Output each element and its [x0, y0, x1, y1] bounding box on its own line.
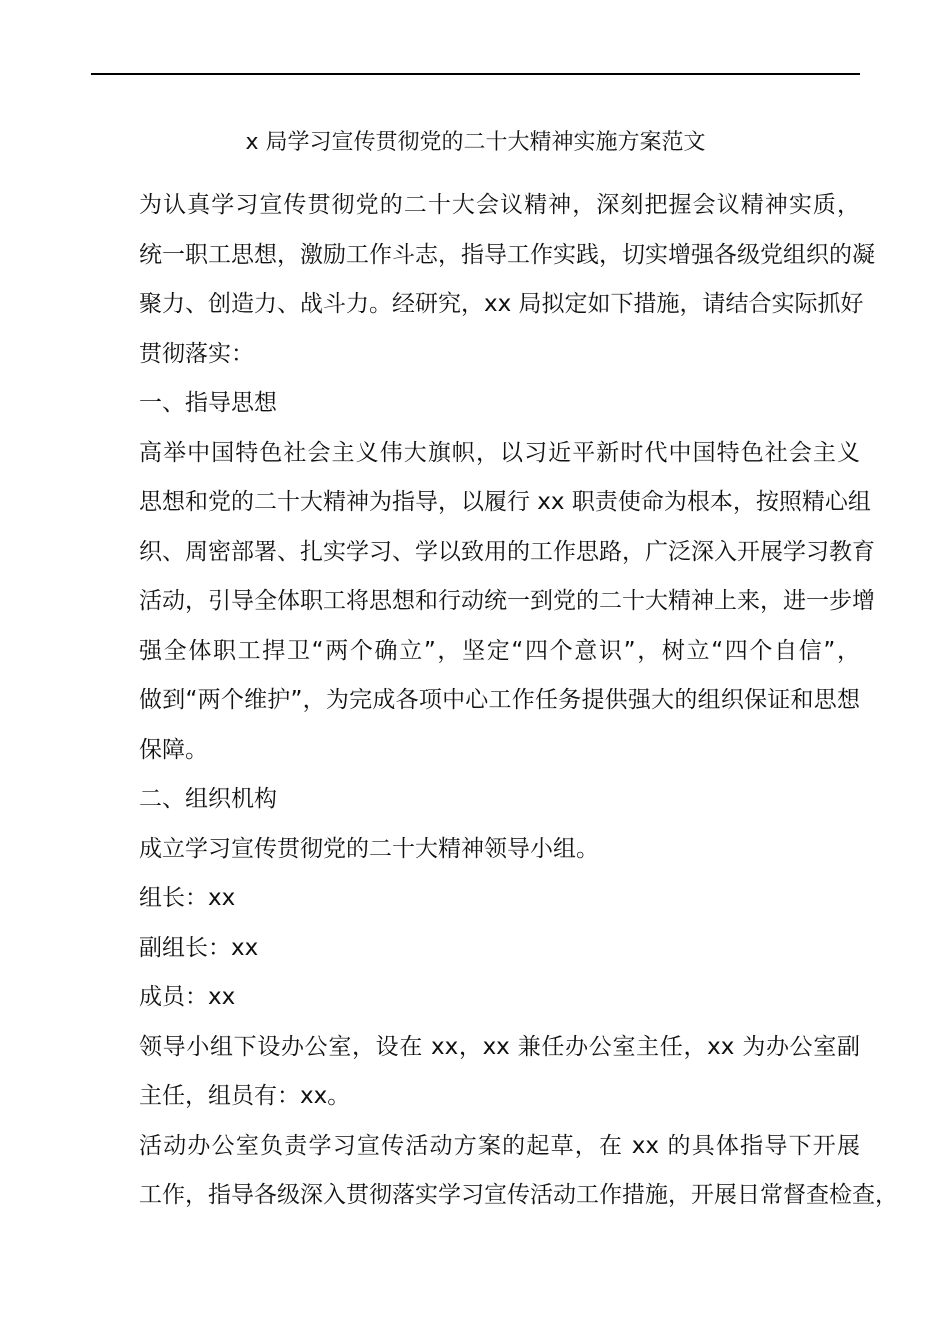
text-line: 副组长：xx [139, 934, 259, 961]
document-title: x 局学习宣传贯彻党的二十大精神实施方案范文 [245, 130, 706, 155]
document-body [91, 181, 898, 1221]
paragraph-group-leader [91, 874, 860, 924]
header-rule [91, 73, 860, 75]
text-line: 保障。 [139, 736, 208, 763]
text-line: 组长：xx [139, 885, 236, 911]
section-heading-guiding-ideology [91, 379, 860, 429]
paragraph-office [91, 1023, 860, 1122]
text-line: 二、组织机构 [139, 786, 277, 812]
text-line: 领导小组下设办公室，设在 xx，xx 兼任办公室主任，xx 为办公室副 [139, 1033, 860, 1060]
text-line: 活动办公室负责学习宣传活动方案的起草，在 xx 的具体指导下开展 [139, 1132, 860, 1159]
text-line: 为认真学习宣传贯彻党的二十大会议精神，深刻把握会议精神实质， [139, 192, 860, 218]
text-line: 成立学习宣传贯彻党的二十大精神领导小组。 [139, 835, 599, 862]
paragraph-members [91, 973, 860, 1023]
text-line: 工作，指导各级深入贯彻落实学习宣传活动工作措施，开展日常督查检查， [139, 1182, 898, 1208]
text-line: 贯彻落实： [139, 340, 254, 367]
paragraph-guiding-ideology [91, 429, 875, 776]
paragraph-leading-group [91, 825, 860, 875]
text-line: 做到“两个维护”，为完成各项中心工作任务提供强大的组织保证和思想 [139, 687, 860, 713]
paragraph-intro [91, 181, 875, 379]
paragraph-office-duties [91, 1122, 898, 1221]
text-line: 高举中国特色社会主义伟大旗帜，以习近平新时代中国特色社会主义 [139, 439, 860, 466]
text-line: 一、指导思想 [139, 390, 277, 416]
text-line: 统一职工思想，激励工作斗志，指导工作实践，切实增强各级党组织的凝 [139, 241, 875, 268]
text-line: 活动，引导全体职工将思想和行动统一到党的二十大精神上来，进一步增 [139, 588, 875, 614]
text-line: 思想和党的二十大精神为指导，以履行 xx 职责使命为根本，按照精心组 [139, 489, 871, 515]
text-line: 强全体职工捍卫“两个确立”，坚定“四个意识”，树立“四个自信”， [139, 637, 860, 664]
paragraph-deputy-leader [91, 924, 860, 974]
section-heading-organization [91, 775, 860, 825]
text-line: 织、周密部署、扎实学习、学以致用的工作思路，广泛深入开展学习教育 [139, 538, 875, 565]
text-line: 主任，组员有：xx。 [139, 1083, 351, 1109]
text-line: 成员：xx [139, 984, 236, 1010]
text-line: 聚力、创造力、战斗力。经研究，xx 局拟定如下措施，请结合实际抓好 [139, 291, 864, 317]
